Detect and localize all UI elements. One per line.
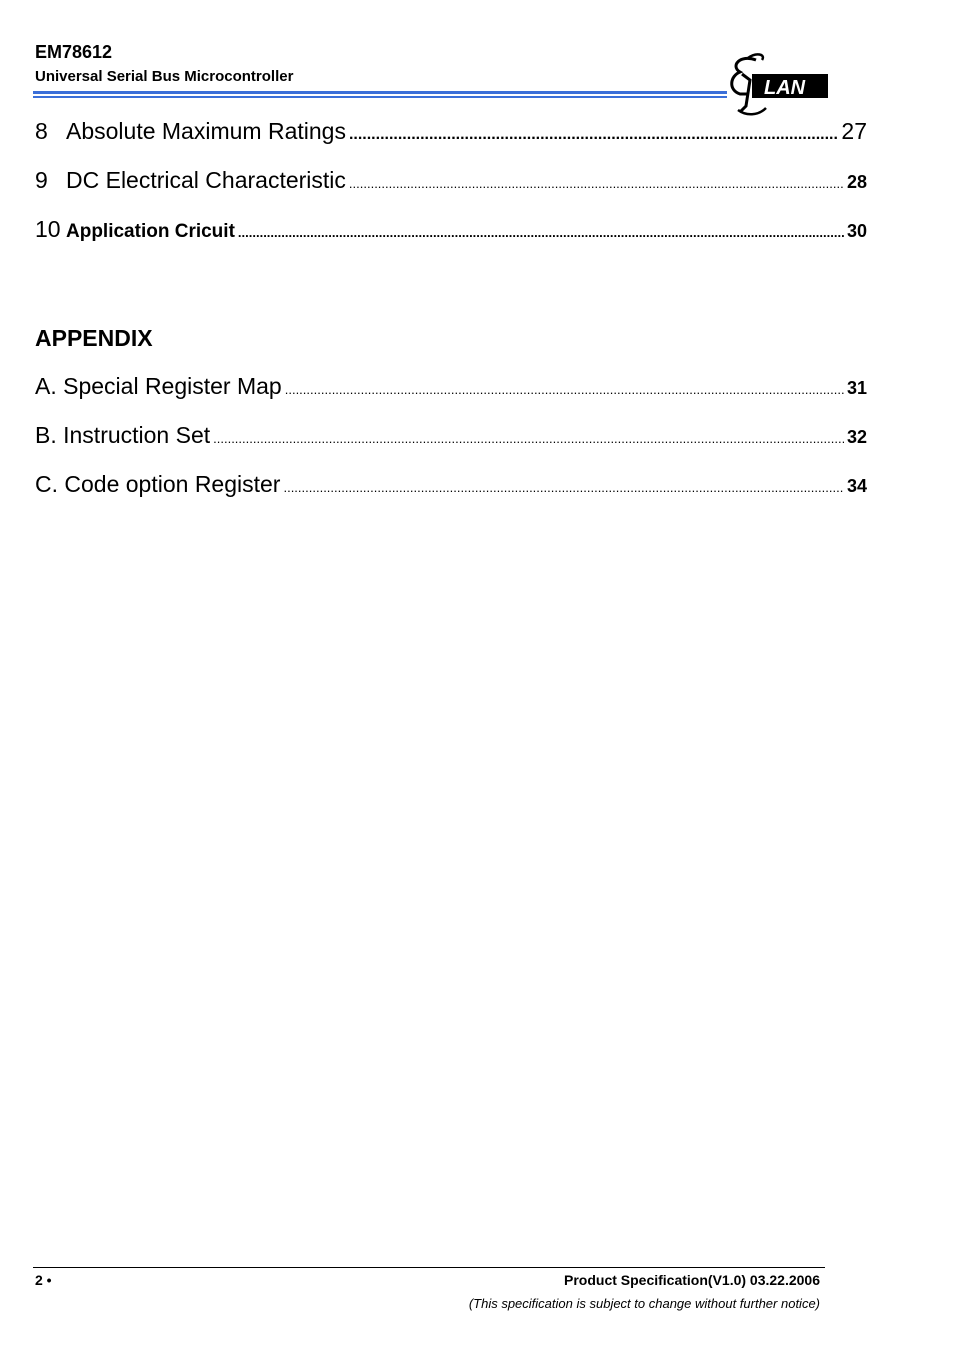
toc-entry-page: 28 — [846, 172, 867, 192]
elan-logo-icon — [726, 50, 830, 122]
toc-entry-number: 9 — [35, 167, 48, 193]
toc-entry-9[interactable] — [35, 167, 867, 194]
footer-spec-version: Product Specification(V1.0) 03.22.2006 — [564, 1272, 820, 1288]
toc-dot-leader — [238, 225, 844, 240]
appendix-heading: APPENDIX — [35, 325, 153, 351]
elan-logo — [726, 50, 830, 122]
toc-entry-page: 30 — [846, 221, 867, 241]
toc-entry-page: 31 — [846, 378, 867, 398]
toc-dot-leader — [283, 480, 844, 495]
appendix-entry-a[interactable] — [35, 373, 867, 400]
toc-entry-number: 8 — [35, 118, 48, 144]
header-subtitle: Universal Serial Bus Microcontroller — [35, 68, 294, 85]
toc-entry-8[interactable] — [35, 118, 867, 145]
header-part-number: EM78612 — [35, 42, 113, 62]
header-rule-secondary — [33, 96, 727, 98]
toc-entry-title: A. Special Register Map — [35, 373, 282, 399]
footer-rule — [33, 1267, 825, 1268]
toc-dot-leader — [349, 126, 838, 144]
header-rule — [33, 91, 727, 94]
toc-entry-title: C. Code option Register — [35, 471, 281, 497]
toc-dot-leader — [213, 431, 844, 446]
toc-entry-title: Application Cricuit — [66, 221, 235, 242]
toc-entry-number: 10 — [35, 216, 61, 242]
svg-text:LAN: LAN — [764, 77, 806, 99]
toc-dot-leader — [349, 176, 844, 191]
toc-entry-title: DC Electrical Characteristic — [66, 167, 346, 193]
toc-entry-page: 32 — [846, 427, 867, 447]
toc-entry-page: 27 — [841, 118, 867, 144]
appendix-entry-c[interactable] — [35, 471, 867, 498]
footer-notice: (This specification is subject to change without further notice) — [468, 1296, 820, 1311]
appendix-entry-b[interactable] — [35, 422, 867, 449]
toc-entry-10[interactable] — [35, 216, 867, 243]
toc-entry-page: 34 — [846, 476, 867, 496]
toc-entry-title: Absolute Maximum Ratings — [66, 118, 346, 144]
footer-page-number: 2 • — [35, 1272, 52, 1288]
toc-entry-title: B. Instruction Set — [35, 422, 211, 448]
toc-dot-leader — [285, 382, 844, 397]
